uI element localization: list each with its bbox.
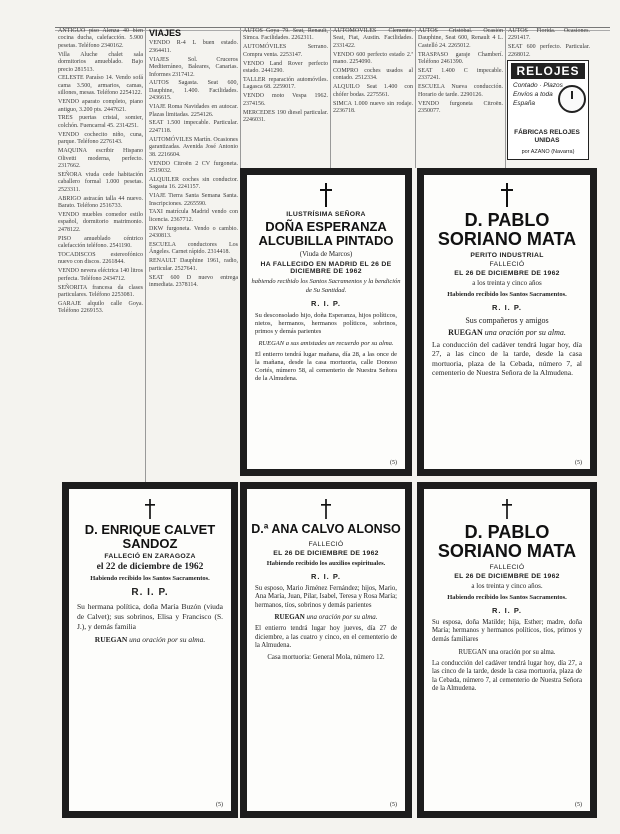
prayer-request: una oración por su alma. [129,635,206,645]
rip-line: R. I. P. [311,571,341,581]
death-notice-pablo-soriano-colleagues [417,168,597,476]
sacraments-line: habiendo recibido los Santos Sacramentos y la bendición de Su Santidad. [251,278,401,295]
family-list: Su esposa, doña Matilde; hija, Esther; madre, doña María; hermanos y hermanos políticos, tíos, primos y demás familiares [432,618,582,644]
classified-ad: VENDO muebles comedor estilo español, dormitorio matrimonio. 2478122. [58,211,143,233]
classified-ad: SEAT 1.400 C impecable. 2337241. [418,68,503,82]
ruegan-label: RUEGAN [448,327,483,337]
classified-ad: TRASPASO garaje Chamberí. Teléfono 2461390. [418,51,503,66]
classifieds-column-6 [508,28,590,58]
death-place: FALLECIÓ EN ZARAGOZA [104,553,196,561]
deceased-name: D. PABLO SORIANO MATA [437,522,577,562]
classified-ad: ESCUELA Nueva conducción. Horario de tarde. 2290126. [418,84,503,98]
classified-ad: AUTOS Florida. Ocasiones. 2291417. [508,28,590,42]
notice-ref: (5) [575,460,582,466]
death-notice-pablo-soriano-family [417,482,597,818]
classified-ad: TRES puertas cristal, somier, colchón. Fuencarral 45. 2314251. [58,115,143,129]
funeral-details: La conducción del cadáver tendrá lugar hoy, día 27, a las cinco de la tarde, desde la casa mortuoria, plaza de la Cebada, número 7, al cementerio de Nuestra Señora de la Almudena. [432,659,582,693]
classified-ad: VENDO furgoneta Citroën. 2350077. [418,100,503,115]
classified-ad: VENDO R-4 L buen estado. 2364411. [149,40,238,54]
fallecio-label: FALLECIÓ [308,540,344,548]
classifieds-column-3 [243,28,328,164]
column-rule [505,28,506,168]
classified-ad: COMPRO coches usados al contado. 2512334. [333,68,413,82]
classified-ad: SEÑORITA francesa da clases particulares. Teléfono 2253081. [58,284,143,298]
profession-line: PERITO INDUSTRIAL [470,251,544,259]
deceased-name: D.ª ANA CALVO ALONSO [251,522,401,536]
classified-ad: VENDO 600 perfecto estado 2.ª mano. 2254090. [333,51,413,66]
deceased-name: DOÑA ESPERANZA ALCUBILLA PINTADO [258,219,394,249]
death-date: EL 26 DE DICIEMBRE DE 1962 [273,549,379,557]
notice-preheading: ILUSTRÍSIMA SEÑORA [286,211,366,218]
classified-ad: VENDO nevera eléctrica 140 litros perfecta. Teléfono 2434712. [58,268,143,282]
rip-line: R. I. P. [131,587,169,599]
sacraments-line: Habiendo recibido los Santos Sacramentos. [447,593,567,601]
classified-ad: AUTOS Goya 79. Seat, Renault, Simca. Facilidades. 2262311. [243,28,328,42]
family-list: Su esposo, Mario Jiménez Fernández; hijos, Mario, Ana María, Juan, Pilar, Isabel, Teresa y Rosa María; hermanos, tíos, sobrinos y demás parientes [255,584,397,609]
ad-address: por AZANO (Navarra) [521,149,575,155]
ad-title: RELOJES [511,63,585,79]
age-line: a los treinta y cinco años [472,278,542,287]
classified-ad: VENDO moto Vespa 1962. 2374156. [243,93,328,107]
ad-line: España [513,100,536,107]
deceased-name: D. ENRIQUE CALVET SANDOZ [84,522,216,552]
classified-ad: ALQUILO Seat 1.400 con chófer bodas. 2275561. [333,84,413,98]
death-date: EL 26 DE DICIEMBRE DE 1962 [454,269,560,277]
funeral-details: El entierro tendrá lugar mañana, día 28, a las once de la mañana, desde la casa mortuoria, calle Donoso Cortés, número 58, al cementerio de Nuestra Señora de la Almudena. [255,351,397,383]
sacraments-line: Habiendo recibido los Santos Sacramentos. [90,575,210,583]
classified-ad: AUTOMÓVILES Serrano. Compra venta. 2253147. [243,44,328,58]
classified-ad: VENDO Citroën 2 CV furgoneta. 2519032. [149,160,238,174]
rip-line: R. I. P. [492,605,522,615]
funeral-details: El entierro tendrá lugar hoy jueves, día 27 de diciembre, a las cuatro y cinco, en el cementerio de la Almudena. [255,625,397,650]
fallecio-label: FALLECIÓ [489,260,525,268]
death-notice-esperanza-alcubilla [240,168,412,476]
death-statement: HA FALLECIDO EN MADRID EL 26 DE DICIEMBRE DE 1962 [260,261,392,276]
mortuary-address: Casa mortuoria: General Mola, número 12. [267,654,385,662]
cross-icon [501,499,513,519]
notice-ref: (5) [216,802,223,808]
classified-ad: ANTIGUO piso Alenza 40 bien cocina ducha, calefacción. 5.900 pesetas. Teléfono 2340162. [58,28,143,49]
classified-ad: VENDO cochecito niño, cuna, parque. Teléfono 2276143. [58,131,143,146]
classified-ad: GARAJE alquilo calle Goya. Teléfono 2269153. [58,300,143,315]
notice-ref: (5) [390,802,397,808]
classifieds-column-2 [149,28,238,490]
prayer-request: una oración por su alma. [484,327,566,337]
column-rule [415,28,416,168]
ad-line: Envíos a toda [513,91,553,98]
classified-ad: VENDO Land Rover perfecto estado. 2441290. [243,60,328,75]
cross-icon [320,499,332,519]
death-date: EL 26 DE DICIEMBRE DE 1962 [454,572,560,580]
classified-ad: MAQUINA escribir Hispano Olivetti moderna, perfecto. 2317662. [58,148,143,169]
rip-line: R. I. P. [311,299,341,309]
classified-ad: VIAJE Roma Navidades en autocar. Plazas limitadas. 2254126. [149,104,238,118]
cross-icon [500,183,514,207]
ad-line: Contado · Plazos [513,82,563,89]
funeral-details: La conducción del cadáver tendrá lugar hoy, día 27, a las cinco de la tarde, desde la casa mortuoria, plaza de la Cebada, número 7, al cementerio de Nuestra Señora de la Almudena. [432,339,582,378]
relojes-advertisement [507,60,589,160]
ruegan-label: RUEGAN [274,613,305,622]
cross-icon [144,499,156,519]
column-rule [145,28,146,493]
deceased-name: D. PABLO SORIANO MATA [437,210,577,250]
notice-ref: (5) [390,460,397,466]
death-notice-enrique-calvet [62,482,238,818]
classified-ad: TOCADISCOS estereofónico nuevo con discos. 2261844. [58,251,143,266]
cross-icon [319,183,333,207]
prayer-request: RUEGAN a sus amistades un recuerdo por su alma. [258,340,394,348]
ruegan-label: RUEGAN [94,635,128,645]
age-line: a los treinta y cinco años. [471,581,543,590]
classified-ad: SEÑORA viuda cede habitación caballero formal 1.000 pesetas. 2523311. [58,171,143,193]
classified-ad: AUTOS Cristóbal. Ocasión Dauphine, Seat 600, Renault 4 L. Castelló 24. 2265012. [418,28,503,49]
classified-ad: DKW furgoneta. Vendo o cambio. 2430813. [149,225,238,240]
prayer-request: una oración por su alma. [306,613,378,622]
notice-ref: (5) [575,802,582,808]
death-notice-ana-calvo [240,482,412,818]
notice-subtitle: (Viuda de Marcos) [299,250,353,259]
family-list: Su hermana política, doña María Buzón (viuda de Calvet); sus sobrinos, Elisa y Francisco (S. J.), y demás familia [77,602,223,632]
classified-ad: VIAJES Sol. Cruceros Mediterráneo, Baleares, Canarias. Informes 2317412. [149,56,238,78]
classified-ad: TALLER reparación automóviles. Lagasca 68. 2259017. [243,76,328,91]
fallecio-label: FALLECIÓ [489,563,525,571]
section-heading-viajes: VIAJES [149,28,182,38]
rip-line: R. I. P. [492,302,522,312]
classified-ad: VENDO aparato completo, piano antiguo, 3.200 pts. 2447621. [58,99,143,113]
family-list: Sus compañeros y amigos [465,315,549,325]
classified-ad: Villa Aluche chalet sala dormitorios amueblado. Bajo precio 281513. [58,51,143,73]
classified-ad: AUTOMÓVILES Clemente. Seat, Fiat, Austin. Facilidades. 2331422. [333,28,413,49]
classified-ad: MERCEDES 190 diesel particular. 2246031. [243,109,328,123]
classified-ad: VIAJE Tierra Santa Semana Santa. Inscripciones. 2265590. [149,193,238,207]
classifieds-column-1 [58,28,143,490]
classified-ad: RENAULT Dauphine 1961, radio, particular. 2527641. [149,258,238,272]
classified-ad: AUTOS Sagasta. Seat 600, Dauphine, 1.400. Facilidades. 2436615. [149,80,238,102]
classifieds-column-4 [333,28,413,164]
classified-ad: PISO amueblado céntrico calefacción teléfono. 2541190. [58,235,143,249]
classified-ad: TAXI matrícula Madrid vendo con licencia. 2367712. [149,209,238,223]
family-list: Su desconsolado hijo, doña Esperanza, hijos políticos, nietos, hermanos, hermanos políticos, sobrinos, primos y demás parientes [255,312,397,336]
sacraments-line: Habiendo recibido los Santos Sacramentos. [447,290,567,298]
ad-factory: FÁBRICAS RELOJES UNIDAS [514,129,580,144]
classified-ad: CELESTE Paraíso 14. Vendo sofá cama 3.500, armarios, camas, sillones, mesas. Teléfono 2254122. [58,75,143,97]
classified-ad: ALQUILER coches sin conductor. Sagasta 16. 2241157. [149,176,238,191]
classified-ad: SIMCA 1.000 nuevo sin rodaje. 2236718. [333,100,413,115]
classified-ad: AUTOMÓVILES Martín. Ocasiones garantizadas. Avenida José Antonio 38. 2216604. [149,136,238,158]
sacraments-line: Habiendo recibido los auxilios espirituales. [266,559,386,567]
classified-ad: ABRIGO astracán talla 44 nuevo. Barato. Teléfono 2516733. [58,195,143,209]
classifieds-column-5 [418,28,503,164]
classified-ad: ESCUELA conductores Los Ángeles. Carnet rápido. 2314418. [149,242,238,256]
column-rule [330,28,331,168]
death-date: el 22 de diciembre de 1962 [96,562,204,573]
classified-ad: SEAT 600 D nuevo entrega inmediata. 2378114. [149,274,238,289]
column-rule [240,28,241,168]
clock-icon [558,85,586,113]
classified-ad: SEAT 1.500 impecable. Particular. 2247118. [149,120,238,134]
classified-ad: SEAT 600 perfecto. Particular. 2268012. [508,44,590,58]
prayer-request: RUEGAN una oración por su alma. [458,648,556,656]
